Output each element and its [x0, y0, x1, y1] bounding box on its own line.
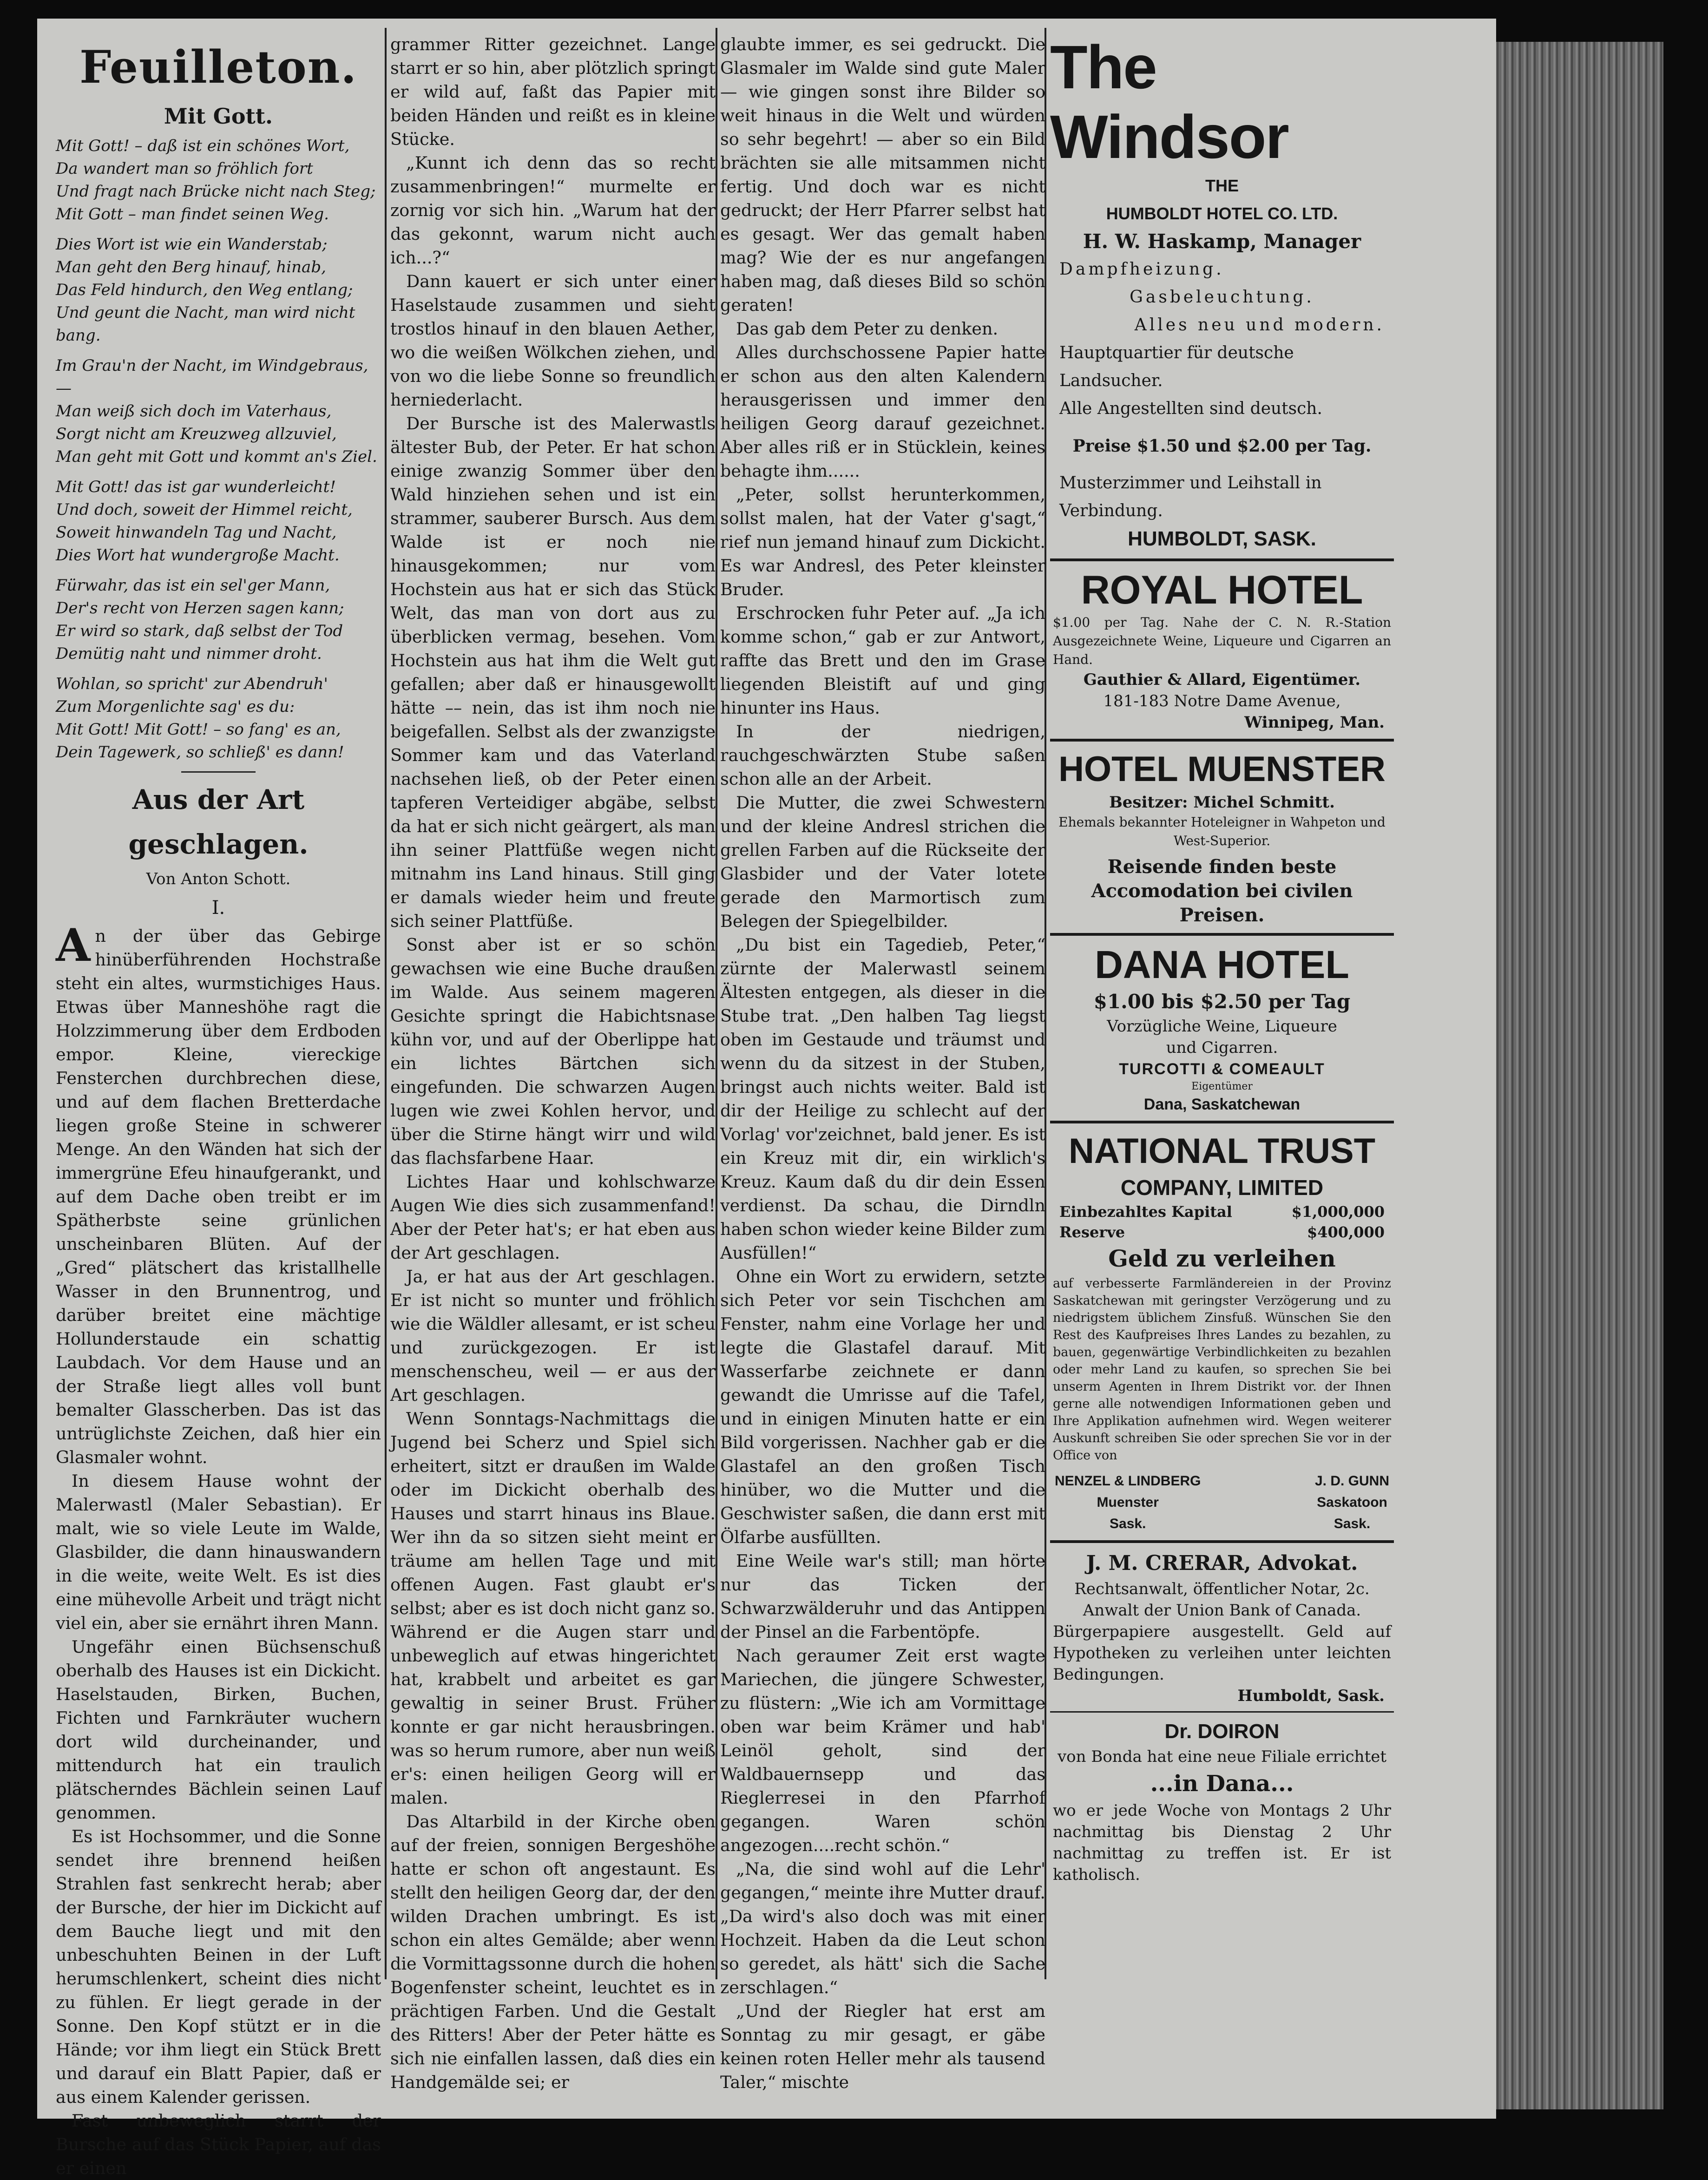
windsor-line-1: Dampfheizung. — [1059, 260, 1224, 279]
agents-row — [1050, 1471, 1394, 1535]
advertisement-column — [1050, 33, 1394, 1885]
royal-hotel-address: 181-183 Notre Dame Avenue, — [1103, 692, 1341, 710]
windsor-line-3: Alles neu und modern. — [1134, 315, 1385, 335]
story-paragraph: glaubte immer, es sei gedruckt. Die Glasmaler im Walde sind gute Maler — wie gingen sonst ihre Bilder so weit hinaus in die Welt und würden so sehr begehrt! — aber so ein Bild brächten sie alle mitsammen nicht fertig. Und doch war es nicht gedruckt; der Herr Pfarrer selbst hat es gesagt. Wer das gemalt haben mag? Wie der es nur angefangen haben mag, daß dieses Bild so schön geraten! — [720, 34, 1045, 315]
ad-doiron — [1050, 1717, 1394, 1885]
poem-line: Und fragt nach Brücke nicht nach Steg; — [56, 182, 376, 201]
crerar-line1: Rechtsanwalt, öffentlicher Notar, 2c. — [1074, 1580, 1370, 1598]
story-paragraph: Lichtes Haar und kohlschwarze Augen Wie dies sich zusammenfand! Aber der Peter hat's; er hat eben aus der Art geschlagen. — [390, 1172, 716, 1263]
dana-hotel-owners: TURCOTTI & COMEAULT — [1119, 1060, 1325, 1078]
poem — [56, 135, 381, 764]
story-paragraph: Das gab dem Peter zu denken. — [736, 319, 999, 339]
story-paragraph: Wenn Sonntags-Nachmittags die Jugend bei Scherz und Spiel sich erheitert, sitzt er draußen im Walde oder im Dickicht oberhalb des Hauses und starrt hinaus ins Blaue. Wer ihn da so sitzen sieht meint er träume am hellen Tage und mit offenen Augen. Fast glaubt er's selbst; aber es ist doch nicht ganz so. Während er die Augen starr und unbeweglich auf etwas hingerichtet hat, krabbelt und arbeitet es gar gewaltig in seiner Brust. Früher konnte er gar nicht herausbringen. was so herum rumore, aber nun weiß er's: einen heiligen Georg will er malen. — [390, 1409, 716, 1808]
story-paragraph: Es ist Hochsommer, und die Sonne sendet ihre brennend heißen Strahlen fast senkrecht herab; aber der Bursche, der hier im Dickicht auf dem Bauche liegt und mit den unbeschuhten Beinen in der Luft herumschlenkert, scheint dies nicht zu fühlen. Er liegt gerade in der Sonne. Den Kopf stützt er in die Hände; vor ihm liegt ein Stück Brett und darauf ein Blatt Papier, daß er aus einem Kalender gerissen. — [56, 1826, 381, 2107]
poem-line: Man weiß sich doch im Vaterhaus, — [56, 402, 332, 420]
poem-line: Mit Gott – man findet seinen Weg. — [56, 205, 329, 223]
story-paragraph: „Und der Riegler hat erst am Sonntag zu mir gesagt, er gäbe keinen roten Heller mehr als tausend Taler,“ mischte — [720, 2001, 1045, 2092]
ad-divider — [1050, 558, 1394, 561]
poem-line: Sorgt nicht am Kreuzweg allzuviel, — [56, 425, 337, 443]
story-paragraph-wrap — [56, 919, 381, 1469]
story-paragraph: Erschrocken fuhr Peter auf. „Ja ich komme schon,“ gab er zur Antwort, raffte das Brett und den im Grase liegenden Bleistift auf und ging hinunter ins Haus. — [720, 603, 1045, 718]
book-page-edges — [1478, 42, 1663, 2109]
reserve-row — [1050, 1222, 1394, 1242]
poem-line: Er wird so stark, daß selbst der Tod — [56, 622, 343, 640]
ad-royal-hotel — [1050, 567, 1394, 733]
drop-cap: A — [56, 919, 91, 972]
agent-2-name: J. D. GUNN — [1314, 1473, 1389, 1489]
agent-2 — [1315, 1471, 1389, 1535]
agent-1 — [1055, 1471, 1201, 1535]
ad-national-trust — [1050, 1129, 1394, 1535]
poem-stanza — [56, 135, 381, 226]
poem-line: Mit Gott! – daß ist ein schönes Wort, — [56, 137, 350, 155]
reserve-label: Reserve — [1059, 1223, 1125, 1241]
windsor-staff: Alle Angestellten sind deutsch. — [1059, 399, 1322, 418]
poem-line: Da wandert man so fröhlich fort — [56, 159, 313, 178]
story-paragraph: Ohne ein Wort zu erwidern, setzte sich Peter vor sein Tischchen am Fenster, nahm eine Vorlage her und legte die Glastafel darauf. Mit Wasserfarbe zeichnete er dann gewandt die Umrisse auf die Tafel, und in einigen Minuten hatte er ein Bild vorgerissen. Nachher gab er die Glastafel an den großen Tisch hinüber, wo die Mutter und die Geschwister saßen, die dann erst mit Ölfarbe ausfüllten. — [720, 1267, 1045, 1547]
poem-line: Mit Gott! das ist gar wunderleicht! — [56, 478, 336, 496]
ad-divider — [1050, 1121, 1394, 1123]
royal-hotel-city: Winnipeg, Man. — [1244, 713, 1385, 732]
poem-line: Dein Tagewerk, so schließ' es dann! — [56, 743, 344, 762]
poem-line: Soweit hinwandeln Tag und Nacht, — [56, 523, 337, 542]
dana-hotel-desc2: und Cigarren. — [1166, 1038, 1278, 1057]
dana-hotel-location: Dana, Saskatchewan — [1143, 1096, 1301, 1113]
hotel-muenster-title: HOTEL MUENSTER — [1058, 749, 1386, 789]
feuilleton-title: Feuilleton. — [79, 41, 357, 93]
ad-divider — [1050, 1711, 1394, 1713]
poem-stanza — [56, 574, 381, 665]
column-1 — [56, 33, 381, 2180]
poem-stanza — [56, 233, 381, 347]
agent-1-name: NENZEL & LINDBERG — [1055, 1473, 1201, 1489]
story-paragraph: Die Mutter, die zwei Schwestern und der kleine Andresl strichen die grellen Farben auf die Rückseite der Glasbider und der Vater lotete gerade den Marmortisch zum Belegen der Spiegelbilder. — [720, 793, 1045, 931]
royal-hotel-title: ROYAL HOTEL — [1081, 568, 1363, 612]
crerar-title: J. M. CRERAR, Advokat. — [1086, 1551, 1358, 1575]
story-paragraph: Alles durchschossene Papier hatte er schon aus den alten Kalendern herausgerissen und immer den heiligen Georg darauf gezeichnet. Aber alles riß er in Stücklein, keines behagte ihm...... — [720, 342, 1045, 481]
poem-line: Mit Gott! Mit Gott! – so fang' es an, — [56, 720, 341, 739]
column-rule — [385, 28, 387, 1979]
column-2 — [390, 33, 716, 2094]
poem-line: Man geht den Berg hinauf, hinab, — [56, 258, 326, 276]
chapter-number: I. — [211, 897, 225, 919]
divider — [181, 771, 256, 773]
capital-label: Einbezahltes Kapital — [1059, 1203, 1232, 1221]
ad-crerar — [1050, 1549, 1394, 1707]
dana-hotel-desc1: Vorzügliche Weine, Liqueure — [1107, 1017, 1337, 1036]
story-paragraph: Sonst aber ist er so schön gewachsen wie eine Buche draußen im Walde. Aus seinem mageren Gesichte springt die Habichtsnase kühn vor, und auf der Oberlippe hat ein lichtes Bärtchen sich eingefunden. Die schwarzen Augen lugen wie zwei Kohlen hervor, und über die Stirne hängt wirr und wild das flachsfarbene Haar. — [390, 935, 716, 1168]
story-paragraph: n der über das Gebirge hinüberführenden Hochstraße steht ein altes, wurmstichiges Haus. Etwas über Manneshöhe ragt die Holzzimmerung über dem Erdboden empor. Kleine, viereckige Fensterchen durchbrechen diese, und auf dem flachen Bretterdache liegen große Steine in schwerer Menge. An den Wänden hat sich der immergrüne Efeu hinaufgerankt, und auf dem Dache oben treibt er im Spätherbste seine grünlichen unscheinbaren Blüten. Auf der „Gred“ plätschert das kristallhelle Wasser in den Brunnentrog, und darüber breitet eine mächtige Hollunderstaude ein schattig Laubdach. Vor dem Hause und an der Straße liegt alles voll bunt bemalter Glasscherben. Das ist das untrüglichste Zeichen, daß hier ein Glasmaler wohnt. — [56, 926, 381, 1467]
poem-line: Wohlan, so spricht' zur Abendruh' — [56, 675, 328, 693]
royal-hotel-owners: Gauthier & Allard, Eigentümer. — [1083, 670, 1361, 689]
poem-stanza — [56, 355, 381, 468]
windsor-the: THE — [1205, 176, 1239, 195]
agent-1-prov: Sask. — [1110, 1516, 1146, 1531]
crerar-body: Bürgerpapiere ausgestellt. Geld auf Hypotheken zu verleihen unter leichten Bedingungen. — [1053, 1622, 1391, 1684]
hotel-muenster-slogan: Reisende finden beste Accomodation bei civilen Preisen. — [1091, 856, 1353, 926]
poem-line: Dies Wort ist wie ein Wanderstab; — [56, 235, 328, 254]
poem-line: Und doch, soweit der Himmel reicht, — [56, 500, 353, 519]
story-paragraph: Das Altarbild in der Kirche oben auf der freien, sonnigen Bergeshöhe hatte er schon oft angestaunt. Es stellt den heiligen Georg dar, der den wilden Drachen umbringt. Es ist schon ein altes Gemälde; aber wenn die Vormittagssonne durch die hohen Bogenfenster scheint, leuchtet es in prächtigen Farben. Und die Gestalt des Ritters! Aber der Peter hätte es sich nie einfallen lassen, daß dies ein Handgemälde sei; er — [390, 1812, 716, 2092]
poem-line: Dies Wort hat wundergroße Macht. — [56, 546, 340, 565]
story-title: Aus der Art geschlagen. — [128, 784, 309, 860]
story-paragraph: Eine Weile war's still; man hörte nur das Ticken der Schwarzwälderuhr und das Antippen der Pinsel an die Farbentöpfe. — [720, 1551, 1045, 1642]
crerar-location: Humboldt, Sask. — [1237, 1687, 1385, 1705]
story-paragraph: In der niedrigen, rauchgeschwärzten Stube saßen schon alle an der Arbeit. — [720, 722, 1045, 789]
poem-line: Der's recht von Herzen sagen kann; — [56, 599, 344, 617]
ad-dana-hotel — [1050, 941, 1394, 1115]
windsor-line-2: Gasbeleuchtung. — [1130, 288, 1314, 307]
doiron-body: wo er jede Woche von Montags 2 Uhr nachmittag bis Dienstag 2 Uhr nachmittag zu treffen ist. Er ist katholisch. — [1053, 1801, 1391, 1884]
national-trust-title: NATIONAL TRUST — [1068, 1131, 1376, 1171]
story-paragraph: „Na, die sind wohl auf die Lehr' gegangen,“ meinte ihre Mutter drauf. „Da wird's also doch was mit einer Hochzeit. Haben da die Leut schon so geredet, als hätt' sich die Sache zerschlagen.“ — [720, 1859, 1045, 1997]
poem-line: Und geunt die Nacht, man wird nicht bang. — [56, 303, 355, 345]
reserve-value: $400,000 — [1307, 1223, 1385, 1241]
windsor-extras: Musterzimmer und Leihstall in Verbindung. — [1059, 473, 1322, 520]
windsor-company: HUMBOLDT HOTEL CO. LTD. — [1106, 204, 1338, 223]
doiron-headline: ...in Dana... — [1150, 1771, 1294, 1797]
hotel-muenster-former: Ehemals bekannter Hoteleigner in Wahpeton und West-Superior. — [1058, 814, 1386, 848]
ad-hotel-muenster — [1050, 747, 1394, 927]
poem-line: Im Grau'n der Nacht, im Windgebraus, — — [56, 356, 368, 398]
windsor-prices: Preise $1.50 und $2.00 per Tag. — [1072, 436, 1372, 456]
story-paragraph: Nach geraumer Zeit erst wagte Mariechen, die jüngere Schwester, zu flüstern: „Wie ich am Vormittage oben war beim Krämer und hab' Leinöl geholt, sind der Waldbauernsepp und das Rieglerresei in den Pfarrhof gegangen. Waren schön angezogen....recht schön.“ — [720, 1646, 1045, 1855]
poem-stanza — [56, 476, 381, 567]
national-trust-subtitle: COMPANY, LIMITED — [1120, 1175, 1324, 1200]
dana-hotel-title: DANA HOTEL — [1095, 943, 1349, 986]
story-author: Von Anton Schott. — [146, 870, 291, 888]
story-paragraph: In diesem Hause wohnt der Malerwastl (Maler Sebastian). Er malt, wie so viele Leute im Walde, Glasbilder, die dann hinauswandern in die weite, weite Welt. Es ist dies eine mühevolle Arbeit und trägt nicht viel ein, aber sie ernährt ihren Mann. — [56, 1471, 381, 1633]
dana-hotel-owner-label: Eigentümer — [1191, 1081, 1253, 1092]
national-trust-headline: Geld zu verleihen — [1108, 1245, 1336, 1272]
agent-2-town: Saskatoon — [1317, 1495, 1387, 1510]
windsor-title: The Windsor — [1050, 33, 1288, 171]
crerar-line2: Anwalt der Union Bank of Canada. — [1083, 1601, 1361, 1620]
poem-line: Demütig naht und nimmer droht. — [56, 644, 322, 663]
story-text-col2 — [390, 33, 716, 2094]
story-paragraph: Ungefähr einen Büchsenschuß oberhalb des Hauses ist ein Dickicht. Haselstauden, Birken, Buchen, Fichten und Farnkräuter wuchern dort wild durcheinander, und mittendurch hat ein traulich plätscherndes Bächlein seinen Lauf genommen. — [56, 1637, 381, 1823]
poem-line: Man geht mit Gott und kommt an's Ziel. — [56, 447, 377, 466]
ad-windsor — [1050, 33, 1394, 553]
story-paragraph: Dann kauert er sich unter einer Haselstaude zusammen und sieht trostlos hinauf in den blauen Aether, wo die weißen Wölkchen ziehen, und von wo die liebe Sonne so freundlich herniederlacht. — [390, 271, 716, 410]
story-paragraph: grammer Ritter gezeichnet. Lange starrt er so hin, aber plötzlich springt er wild auf, faßt das Papier mit beiden Händen und reißt es in kleine Stücke. — [390, 34, 716, 149]
capital-row — [1050, 1202, 1394, 1222]
hotel-muenster-owner: Besitzer: Michel Schmitt. — [1109, 793, 1335, 812]
capital-value: $1,000,000 — [1291, 1203, 1385, 1221]
poem-line: Zum Morgenlichte sag' es du: — [56, 697, 295, 716]
story-text-col1 — [56, 919, 381, 2180]
story-paragraph: „Kunnt ich denn das so recht zusammenbringen!“ murmelte er zornig vor sich hin. „Warum hat der das gekonnt, warum nicht auch ich...?“ — [390, 153, 716, 268]
poem-stanza — [56, 673, 381, 764]
dana-hotel-price: $1.00 bis $2.50 per Tag — [1093, 990, 1351, 1013]
story-paragraph: Der Bursche ist des Malerwastls ältester Bub, der Peter. Er hat schon einige zwanzig Sommer über den Wald hinziehen sehen und ist ein strammer, sauberer Bursch. Aus dem Walde ist er noch nie hinausgekommen; nur vom Hochstein aus hat er sich das Stück Welt, das man von dort aus zu überblicken vermag, besehen. Vom Hochstein aus hat ihm die Welt gut gefallen; aber daß er hinausgewollt hätte –– nein, das ist ihm noch nie beigefallen. Selbst als der zwanzigste Sommer kam und das Vaterland nachsehen ließ, ob der Peter einen tapferen Verteidiger abgäbe, selbst da hat er sich nicht geärgert, als man ihn seiner Plattfüße wegen nicht mitnahm ins Land hinaus. Still ging er damals wieder heim und freute sich seiner Plattfüße. — [390, 414, 716, 931]
royal-hotel-desc: $1.00 per Tag. Nahe der C. N. R.-Station Ausgezeichnete Weine, Liqueure und Cigarren an Hand. — [1053, 615, 1391, 667]
national-trust-body: auf verbesserte Farmländereien in der Provinz Saskatchewan mit geringster Verzögerung und zu niedrigstem üblichem Zinsfuß. Wünschen Sie den Rest des Kaufpreises Ihres Landes zu bezahlen, zu bauen, gegenwärtige Verbindlichkeiten zu bezahlen oder mehr Land zu kaufen, so sprechen Sie bei unserm Agenten in Ihrem Distrikt vor. der Ihnen gerne alle notwendigen Informationen geben und Ihre Applikation aufnehmen wird. Wegen weiterer Auskunft schreiben Sie oder sprechen Sie vor in der Office von — [1053, 1276, 1391, 1463]
poem-line: Fürwahr, das ist ein sel'ger Mann, — [56, 576, 330, 595]
story-paragraph: Ja, er hat aus der Art geschlagen. Er ist nicht so munter und fröhlich wie die Wäldler allesamt, er ist scheu und zurückgezogen. Er ist menschenscheu, weil — er aus der Art geschlagen. — [390, 1267, 716, 1405]
doiron-line1: von Bonda hat eine neue Filiale errichtet — [1057, 1747, 1387, 1766]
ad-divider — [1050, 1540, 1394, 1543]
story-paragraph: „Du bist ein Tagedieb, Peter,“ zürnte der Malerwastl seinem Ältesten entgegen, als dieser in die Stube trat. „Den halben Tag liegst oben im Gestaude und träumst und wenn du da sitzest in der Stuben, bringst auch nichts weiter. Bald ist dir der Heilige zu schlecht auf der Vorlag' vor'zeichnet, bald jener. Es ist ein Kreuz mit dir, ein wirklich's Kreuz. Kaum daß du dir dein Essen verdienst. Da schau, die Dirndln haben schon wieder keine Bilder zum Ausfüllen!“ — [720, 935, 1045, 1263]
story-paragraph: Fast unbeweglich starrt der Bursche auf das Stück Papier, auf das er einen — [56, 2111, 381, 2178]
column-3 — [720, 33, 1045, 2094]
doiron-title: Dr. DOIRON — [1164, 1720, 1280, 1743]
agent-2-prov: Sask. — [1334, 1516, 1371, 1531]
ad-divider — [1050, 739, 1394, 742]
windsor-hq: Hauptquartier für deutsche Landsucher. — [1059, 343, 1294, 390]
story-paragraph: „Peter, sollst herunterkommen, sollst malen, hat der Vater g'sagt,“ rief nun jemand hinauf zum Dickicht. Es war Andresl, des Peter kleinster Bruder. — [720, 485, 1045, 599]
windsor-manager: H. W. Haskamp, Manager — [1083, 230, 1361, 253]
agent-1-town: Muenster — [1097, 1495, 1159, 1510]
story-text-col3 — [720, 33, 1045, 2094]
poem-line: Das Feld hindurch, den Weg entlang; — [56, 281, 353, 299]
windsor-location: HUMBOLDT, SASK. — [1128, 527, 1316, 550]
newspaper-page — [37, 19, 1496, 2178]
column-rule — [716, 28, 717, 1979]
poem-title: Mit Gott. — [164, 104, 273, 129]
ad-divider — [1050, 933, 1394, 936]
